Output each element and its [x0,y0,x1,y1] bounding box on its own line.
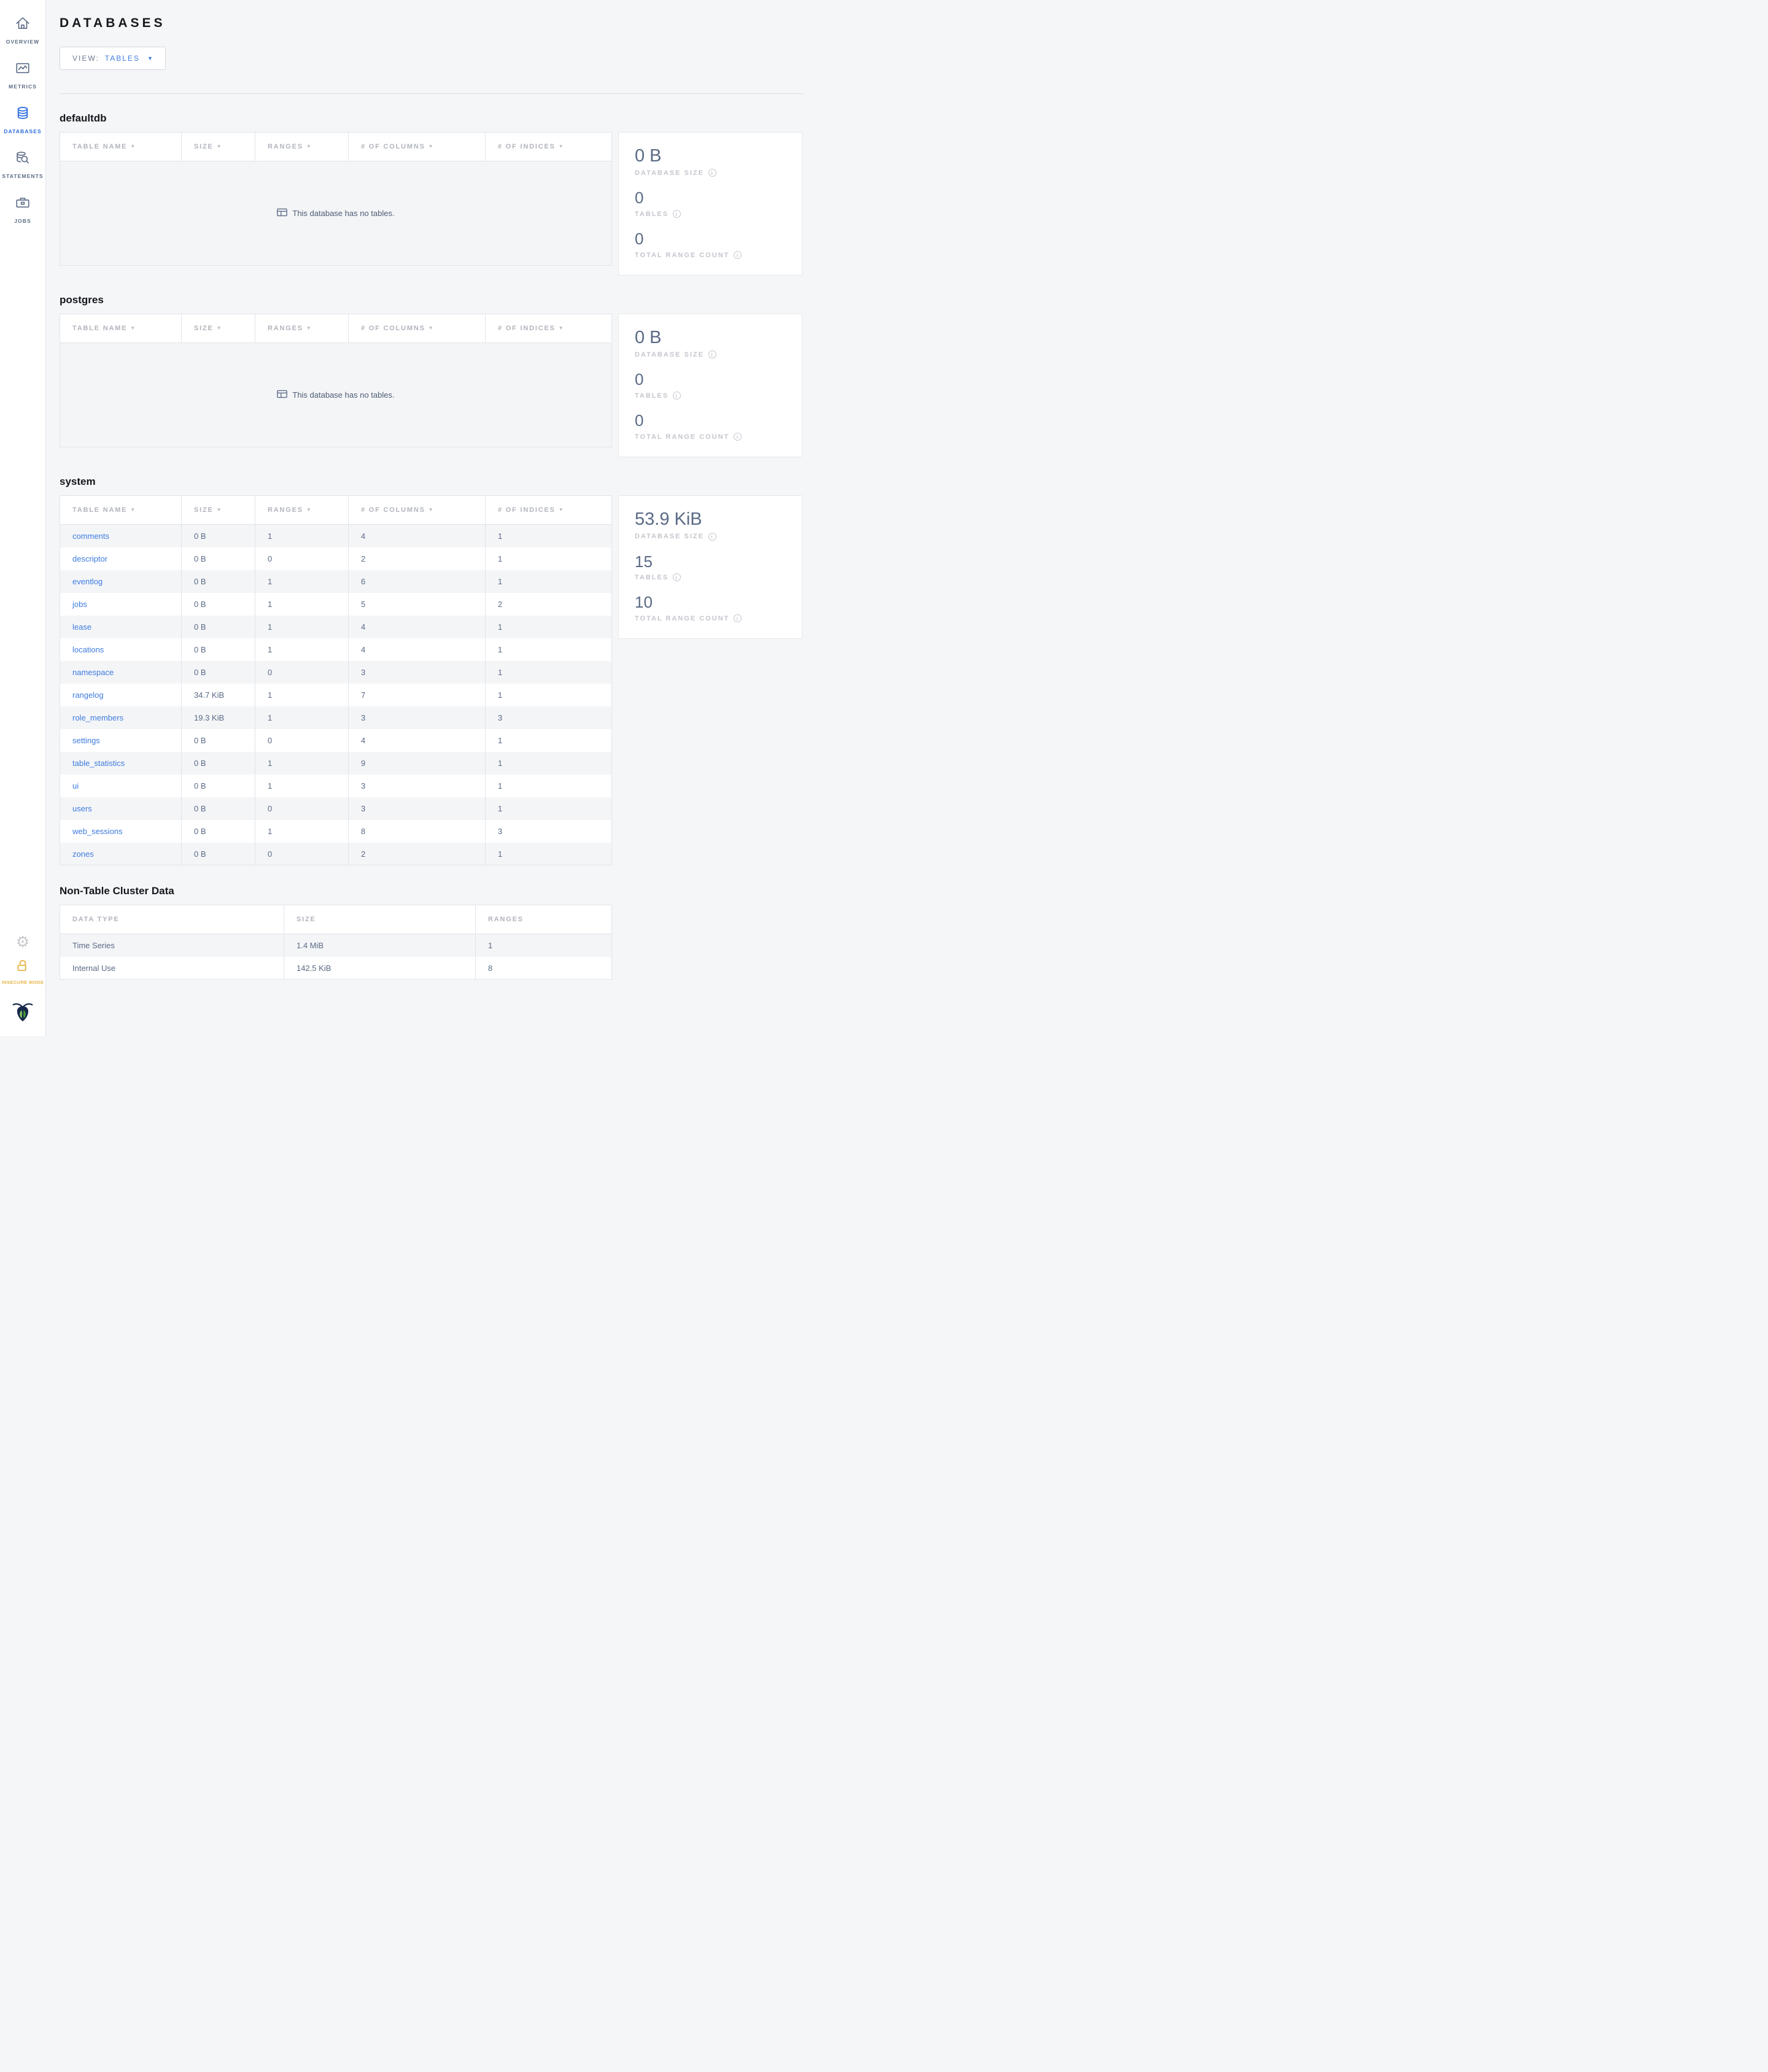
cockroachdb-logo [12,1000,33,1026]
table-row [60,775,612,797]
stat-tables-count: 0 [635,370,644,389]
cell-ranges: 1 [255,684,349,706]
table-link[interactable]: table_statistics [72,758,125,768]
cell-num-columns: 9 [349,752,486,775]
cell-ranges: 1 [255,638,349,661]
cell-size: 0 B [182,797,255,820]
briefcase-icon [15,195,31,214]
sidebar-footer [2,935,44,1036]
column-header-table-name[interactable]: TABLE NAME ▼ [60,133,182,161]
db-name: system [60,476,96,488]
cell-num-indices: 1 [486,525,612,547]
column-header-data-type: DATA TYPE [60,905,284,934]
cell-size: 0 B [182,661,255,684]
stat-database-size: 53.9 KiB [635,509,702,530]
table-link[interactable]: zones [72,849,94,859]
section-title: Non-Table Cluster Data [60,885,174,897]
sidebar-item-label: METRICS [9,83,37,90]
sort-caret-icon: ▼ [558,144,565,149]
non-table-cluster-data-section [60,885,884,980]
cell-ranges: 0 [255,729,349,752]
info-icon[interactable]: i [673,210,681,218]
sort-caret-icon: ▼ [130,325,137,331]
cell-table-name [60,525,182,547]
cell-num-columns: 5 [349,593,486,616]
cell-ranges: 1 [476,934,612,957]
db-section-defaultdb [60,112,884,276]
column-header-num-columns[interactable]: # OF COLUMNS ▼ [349,133,486,161]
table-link[interactable]: locations [72,644,104,654]
statements-icon [15,150,31,169]
cell-num-indices: 2 [486,593,612,616]
cell-data-type: Internal Use [60,957,284,980]
settings-button[interactable] [16,935,29,950]
cell-num-columns: 4 [349,525,486,547]
cell-num-indices: 1 [486,752,612,775]
database-sections [60,112,884,865]
cell-size: 142.5 KiB [284,957,476,980]
sort-caret-icon: ▼ [216,325,223,331]
table-row [60,616,612,638]
cell-size: 0 B [182,820,255,843]
column-header-num-indices[interactable]: # OF INDICES ▼ [486,314,612,343]
info-icon[interactable]: i [708,169,716,177]
cell-table-name [60,593,182,616]
cell-ranges: 1 [255,706,349,729]
sort-caret-icon: ▼ [428,507,435,513]
header-divider [60,93,804,94]
empty-state [60,390,611,400]
cell-data-type: Time Series [60,934,284,957]
cell-size: 0 B [182,843,255,865]
column-header-num-columns[interactable]: # OF COLUMNS ▼ [349,314,486,343]
column-header-num-columns[interactable]: # OF COLUMNS ▼ [349,496,486,525]
cell-ranges: 0 [255,547,349,570]
column-header-num-indices[interactable]: # OF INDICES ▼ [486,496,612,525]
cell-ranges: 0 [255,797,349,820]
cell-table-name [60,638,182,661]
cell-num-columns: 3 [349,706,486,729]
insecure-mode-label: INSECURE MODE [1,980,44,985]
cell-num-indices: 1 [486,775,612,797]
cell-num-indices: 3 [486,706,612,729]
cell-ranges: 1 [255,593,349,616]
home-icon [15,15,31,34]
insecure-mode-indicator[interactable] [2,959,44,985]
cell-ranges: 1 [255,525,349,547]
cell-size: 0 B [182,593,255,616]
column-header-size[interactable]: SIZE ▼ [182,496,255,525]
empty-cell [60,343,612,447]
sidebar-item-databases[interactable] [0,97,45,142]
empty-state [60,208,611,218]
cell-num-columns: 2 [349,547,486,570]
db-name: postgres [60,294,104,306]
table-row [60,661,612,684]
cell-num-indices: 1 [486,797,612,820]
table-row [60,684,612,706]
cell-size: 0 B [182,775,255,797]
gear-icon: ⚙ [15,934,30,951]
table-link[interactable]: namespace [72,667,114,677]
cell-ranges: 8 [476,957,612,980]
sort-caret-icon: ▼ [428,144,435,149]
cell-num-columns: 4 [349,638,486,661]
info-icon[interactable]: i [734,251,742,259]
stat-tables-count: 15 [635,552,653,571]
empty-state-message: This database has no tables. [292,390,395,400]
table-link[interactable]: users [72,803,92,813]
cell-table-name [60,820,182,843]
cell-num-indices: 1 [486,684,612,706]
stat-total-range-count: 0 [635,230,644,249]
cell-size: 0 B [182,570,255,593]
sort-caret-icon: ▼ [306,144,312,149]
table-link[interactable]: descriptor [72,554,108,563]
table-link[interactable]: comments [72,532,109,541]
cell-ranges: 1 [255,752,349,775]
sidebar-item-label: STATEMENTS [2,173,44,179]
metrics-icon [15,60,31,79]
column-header-size[interactable]: SIZE ▼ [182,314,255,343]
cell-size: 0 B [182,547,255,570]
table-row [60,934,612,957]
cell-table-name [60,775,182,797]
sidebar-item-metrics[interactable] [0,52,45,97]
empty-cell [60,161,612,266]
sidebar-item-label: JOBS [14,218,31,224]
table-link[interactable]: lease [72,622,92,632]
table-link[interactable]: jobs [72,599,87,609]
cell-table-name [60,729,182,752]
cell-num-columns: 3 [349,797,486,820]
table-row [60,729,612,752]
sort-caret-icon: ▼ [558,507,565,513]
sort-caret-icon: ▼ [130,144,137,149]
table-row [60,593,612,616]
table-row [60,957,612,980]
cell-ranges: 1 [255,775,349,797]
table-row [60,547,612,570]
table-row [60,706,612,729]
cell-size: 0 B [182,616,255,638]
non-table-cluster-table [60,905,612,980]
cell-num-columns: 3 [349,775,486,797]
column-header-num-indices[interactable]: # OF INDICES ▼ [486,133,612,161]
stat-total-range-count: 0 [635,411,644,430]
table-link[interactable]: eventlog [72,576,103,586]
cell-num-indices: 1 [486,616,612,638]
cell-table-name [60,616,182,638]
cell-num-columns: 7 [349,684,486,706]
db-tables-table [60,314,612,447]
cell-num-columns: 3 [349,661,486,684]
cell-num-indices: 1 [486,729,612,752]
db-section-system [60,476,884,865]
stat-tables-count: 0 [635,188,644,207]
sort-caret-icon: ▼ [130,507,137,513]
table-link[interactable]: rangelog [72,690,104,700]
sidebar-item-statements[interactable] [0,142,45,187]
cell-table-name [60,547,182,570]
sidebar-item-label: DATABASES [4,128,42,134]
cell-num-columns: 8 [349,820,486,843]
db-stats-panel: 0 B DATABASE SIZE i 0 TABLES i 0 TOTAL RANGE COUNT i [618,132,802,276]
empty-state-message: This database has no tables. [292,209,395,218]
sidebar [0,0,46,1036]
empty-row [60,161,612,266]
cell-size: 0 B [182,638,255,661]
open-lock-icon [15,959,30,976]
cell-table-name [60,661,182,684]
cell-num-indices: 1 [486,661,612,684]
cell-size: 34.7 KiB [182,684,255,706]
cell-num-columns: 4 [349,729,486,752]
column-header-table-name[interactable]: TABLE NAME ▼ [60,314,182,343]
table-link[interactable]: web_sessions [72,826,123,836]
cell-num-columns: 2 [349,843,486,865]
view-dropdown-label: VIEW: [72,54,99,63]
column-header-size[interactable]: SIZE ▼ [182,133,255,161]
info-icon[interactable]: i [673,573,681,581]
cell-ranges: 0 [255,843,349,865]
column-header-ranges[interactable]: RANGES ▼ [255,133,349,161]
cell-num-indices: 1 [486,547,612,570]
info-icon[interactable]: i [673,392,681,400]
cell-ranges: 1 [255,616,349,638]
stat-database-size: 0 B [635,328,662,348]
info-icon[interactable]: i [734,433,742,441]
sort-caret-icon: ▼ [306,325,312,331]
chevron-down-icon: ▼ [147,55,153,61]
empty-row [60,343,612,447]
table-link[interactable]: settings [72,735,100,745]
cell-num-indices: 3 [486,820,612,843]
table-row [60,638,612,661]
cell-table-name [60,752,182,775]
stat-total-range-count: 10 [635,593,653,612]
db-tables-table [60,132,612,266]
cell-size: 0 B [182,729,255,752]
table-link[interactable]: ui [72,781,79,791]
database-icon [15,105,31,124]
cell-ranges: 0 [255,661,349,684]
app-root [0,0,884,1036]
info-icon[interactable]: i [708,533,716,541]
db-section-postgres [60,294,884,457]
cell-num-indices: 1 [486,843,612,865]
cell-size: 19.3 KiB [182,706,255,729]
main-content [46,0,884,1036]
sidebar-item-overview[interactable] [0,7,45,52]
cell-table-name [60,684,182,706]
table-icon [277,390,287,400]
page-title: DATABASES [60,16,166,30]
table-row [60,752,612,775]
table-row [60,525,612,547]
sort-caret-icon: ▼ [216,144,223,149]
table-link[interactable]: role_members [72,713,124,722]
sort-caret-icon: ▼ [428,325,435,331]
cell-ranges: 1 [255,820,349,843]
cell-size: 0 B [182,525,255,547]
db-stats-panel: 53.9 KiB DATABASE SIZE i 15 TABLES i 10 TOTAL RANGE COUNT i [618,495,802,639]
cell-table-name [60,843,182,865]
info-icon[interactable]: i [734,614,742,622]
sort-caret-icon: ▼ [216,507,223,513]
table-row [60,843,612,865]
view-dropdown[interactable] [60,47,166,70]
cell-table-name [60,797,182,820]
sort-caret-icon: ▼ [558,325,565,331]
table-row [60,820,612,843]
cell-num-indices: 1 [486,638,612,661]
cell-num-indices: 1 [486,570,612,593]
cell-size: 1.4 MiB [284,934,476,957]
db-stats-panel: 0 B DATABASE SIZE i 0 TABLES i 0 TOTAL RANGE COUNT i [618,314,802,457]
sidebar-item-label: OVERVIEW [6,39,40,45]
sidebar-item-jobs[interactable] [0,187,45,231]
table-row [60,797,612,820]
cell-size: 0 B [182,752,255,775]
cell-ranges: 1 [255,570,349,593]
db-name: defaultdb [60,112,107,124]
stat-database-size: 0 B [635,146,662,166]
view-dropdown-value: TABLES [104,54,140,63]
table-icon [277,208,287,218]
cell-num-columns: 6 [349,570,486,593]
info-icon[interactable]: i [708,350,716,358]
cell-num-columns: 4 [349,616,486,638]
column-header-table-name[interactable]: TABLE NAME ▼ [60,496,182,525]
table-row [60,570,612,593]
column-header-ranges[interactable]: RANGES ▼ [255,314,349,343]
cell-table-name [60,706,182,729]
cell-table-name [60,570,182,593]
column-header-ranges: RANGES [476,905,612,934]
column-header-size: SIZE [284,905,476,934]
sort-caret-icon: ▼ [306,507,312,513]
column-header-ranges[interactable]: RANGES ▼ [255,496,349,525]
db-tables-table [60,495,612,865]
